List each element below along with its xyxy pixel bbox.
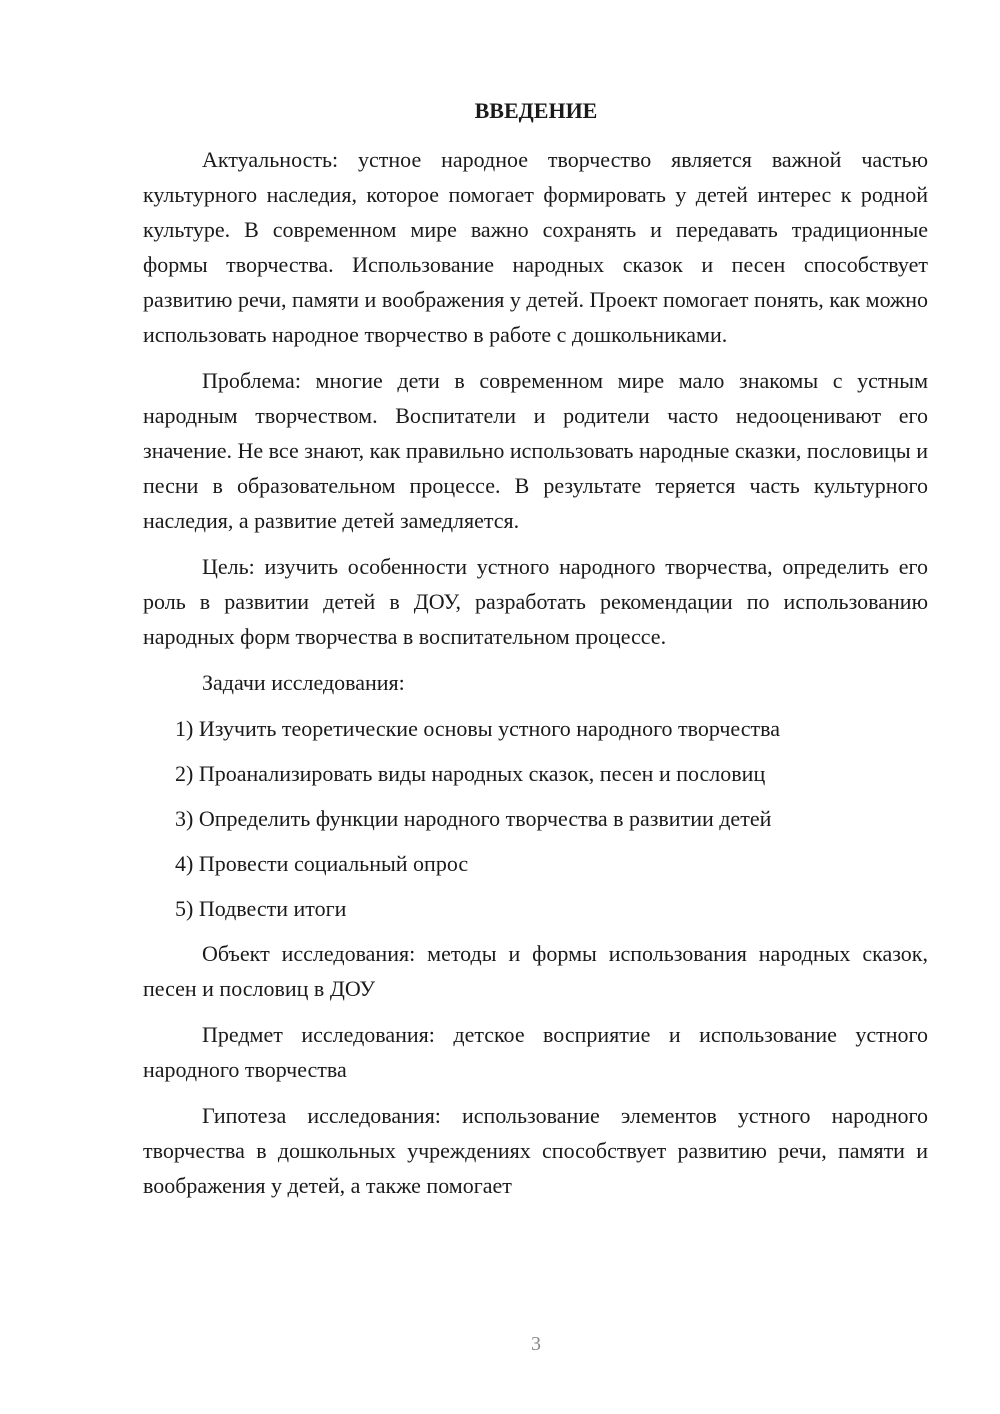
paragraph-subject: Предмет исследования: детское восприятие и использование устного народного творчества bbox=[143, 1022, 928, 1082]
paragraph-object: Объект исследования: методы и формы использования народных сказок, песен и пословиц в ДОУ bbox=[143, 941, 928, 1001]
paragraph-hypothesis: Гипотеза исследования: использование элементов устного народного творчества в дошкольных учреждениях способствует развитию речи, памяти и воображения у детей, а также помогает bbox=[143, 1103, 928, 1198]
paragraph-tasks-intro: Задачи исследования: bbox=[202, 670, 405, 695]
list-item: 3) Определить функции народного творчества в развитии детей bbox=[175, 806, 772, 831]
list-item: 4) Провести социальный опрос bbox=[175, 851, 469, 876]
paragraph-relevance: Актуальность: устное народное творчество является важной частью культурного наследия, которое помогает формировать у детей интерес к родной культуре. В современном мире важно сохранять и передавать традиционные формы творчества. Использование народных сказок и песен способствует развитию речи, памяти и воображения у детей. Проект помогает понять, как можно использовать народное творчество в работе с дошкольниками. bbox=[143, 147, 928, 347]
page-content bbox=[143, 96, 928, 1214]
page-number: 3 bbox=[531, 1333, 541, 1355]
list-item: 2) Проанализировать виды народных сказок, песен и пословиц bbox=[175, 761, 766, 786]
paragraph-goal: Цель: изучить особенности устного народного творчества, определить его роль в развитии детей в ДОУ, разработать рекомендации по использованию народных форм творчества в воспитательном процессе. bbox=[143, 554, 928, 649]
list-item: 1) Изучить теоретические основы устного народного творчества bbox=[175, 716, 780, 741]
tasks-list bbox=[143, 711, 928, 926]
paragraph-problem: Проблема: многие дети в современном мире мало знакомы с устным народным творчеством. Воспитатели и родители часто недооценивают его значение. Не все знают, как правильно использовать народные сказки, пословицы и песни в образовательном процессе. В результате теряется часть культурного наследия, а развитие детей замедляется. bbox=[143, 368, 928, 533]
section-heading: ВВЕДЕНИЕ bbox=[474, 98, 598, 123]
list-item: 5) Подвести итоги bbox=[175, 896, 347, 921]
